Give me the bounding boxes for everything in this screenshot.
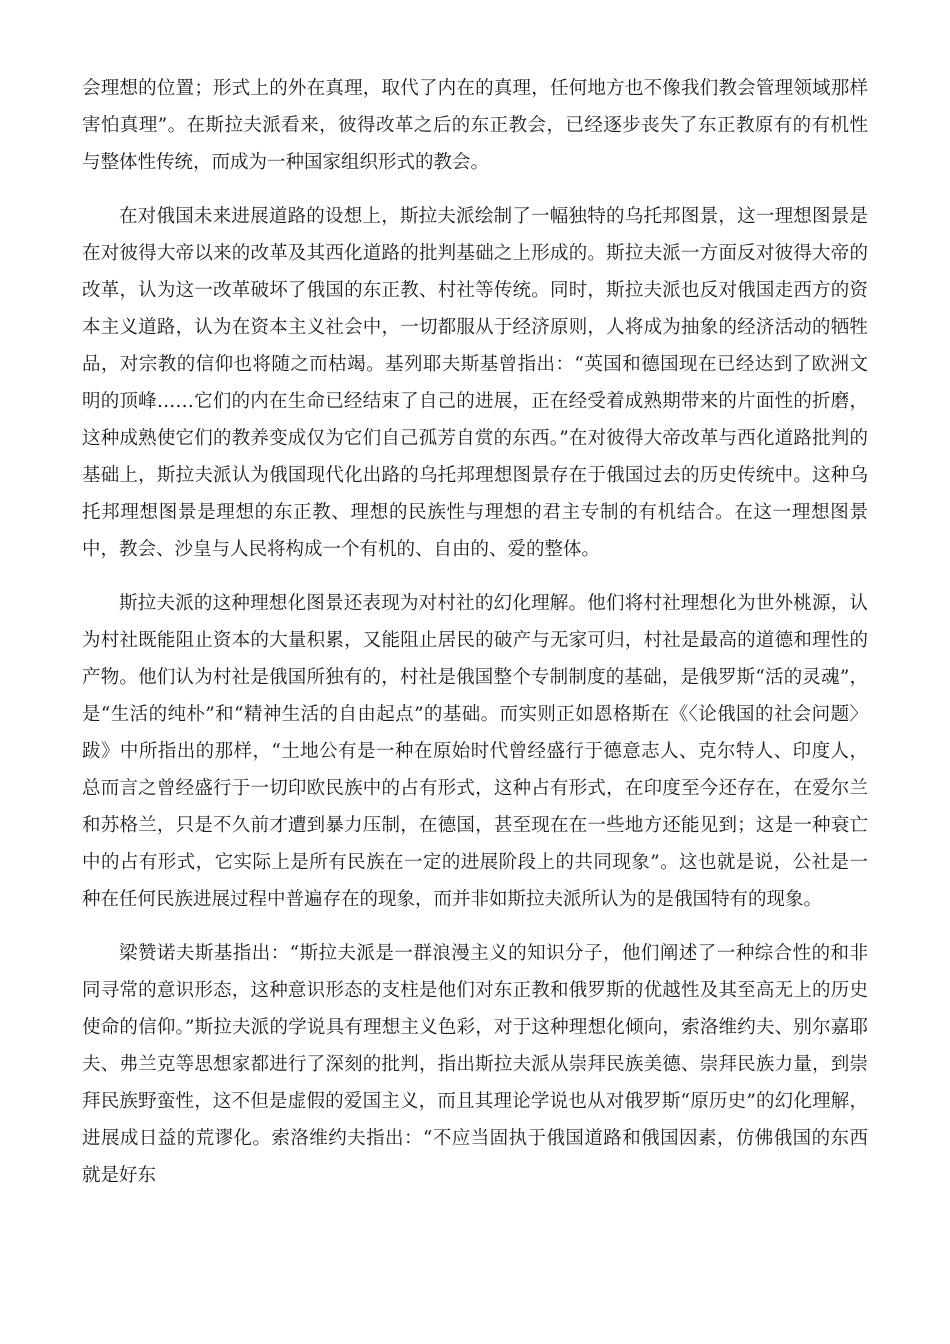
paragraph-2: 在对俄国未来进展道路的设想上，斯拉夫派绘制了一幅独特的乌托邦图景，这一理想图景是在对彼得大帝以来的改革及其西化道路的批判基础之上形成的。斯拉夫派一方面反对彼得大帝的改革，认为这一改革破坏了俄国的东正教、村社等传统。同时，斯拉夫派也反对俄国走西方的资本主义道路，认为在资本主义社会中，一切都服从于经济原则，人将成为抽象的经济活动的牺牲品，对宗教的信仰也将随之而枯竭。基列耶夫斯基曾指出：“英国和德国现在已经达到了欧洲文明的顶峰……它们的内在生命已经结束了自己的进展，正在经受着成熟期带来的片面性的折磨，这种成熟使它们的教养变成仅为它们自己孤芳自赏的东西。”在对彼得大帝改革与西化道路批判的基础上，斯拉夫派认为俄国现代化出路的乌托邦理想图景存在于俄国过去的历史传统中。这种乌托邦理想图景是理想的东正教、理想的民族性与理想的君主专制的有机结合。在这一理想图景中，教会、沙皇与人民将构成一个有机的、自由的、爱的整体。 [82, 206, 868, 560]
body-text-column [82, 70, 868, 1211]
paragraph-3: 斯拉夫派的这种理想化图景还表现为对村社的幻化理解。他们将村社理想化为世外桃源，认为村社既能阻止资本的大量积累，又能阻止居民的破产与无家可归，村社是最高的道德和理性的产物。他们认为村社是俄国所独有的，村社是俄国整个专制制度的基础，是俄罗斯“活的灵魂”，是“生活的纯朴”和“精神生活的自由起点”的基础。而实则正如恩格斯在《〈论俄国的社会问题〉跋》中所指出的那样，“土地公有是一种在原始时代曾经盛行于德意志人、克尔特人、印度人，总而言之曾经盛行于一切印欧民族中的占有形式，这种占有形式，在印度至今还存在，在爱尔兰和苏格兰，只是不久前才遭到暴力压制，在德国，甚至现在在一些地方还能见到；这是一种衰亡中的占有形式，它实际上是所有民族在一定的进展阶段上的共同现象”。这也就是说，公社是一种在任何民族进展过程中普遍存在的现象，而并非如斯拉夫派所认为的是俄国特有的现象。 [82, 593, 868, 910]
paragraph-1: 会理想的位置；形式上的外在真理，取代了内在的真理，任何地方也不像我们教会管理领域那样害怕真理”。在斯拉夫派看来，彼得改革之后的东正教会，已经逐步丧失了东正教原有的有机性与整体性传统，而成为一种国家组织形式的教会。 [82, 78, 868, 173]
paragraph-4: 梁赞诺夫斯基指出：“斯拉夫派是一群浪漫主义的知识分子，他们阐述了一种综合性的和非同寻常的意识形态，这种意识形态的支柱是他们对东正教和俄罗斯的优越性及其至高无上的历史使命的信仰。”斯拉夫派的学说具有理想主义色彩，对于这种理想化倾向，索洛维约夫、别尔嘉耶夫、弗兰克等思想家都进行了深刻的批判，指出斯拉夫派从崇拜民族美德、崇拜民族力量，到崇拜民族野蛮性，这不但是虚假的爱国主义，而且其理论学说也从对俄罗斯“原历史”的幻化理解，进展成日益的荒谬化。索洛维约夫指出：“不应当固执于俄国道路和俄国因素，仿佛俄国的东西就是好东 [82, 943, 868, 1186]
